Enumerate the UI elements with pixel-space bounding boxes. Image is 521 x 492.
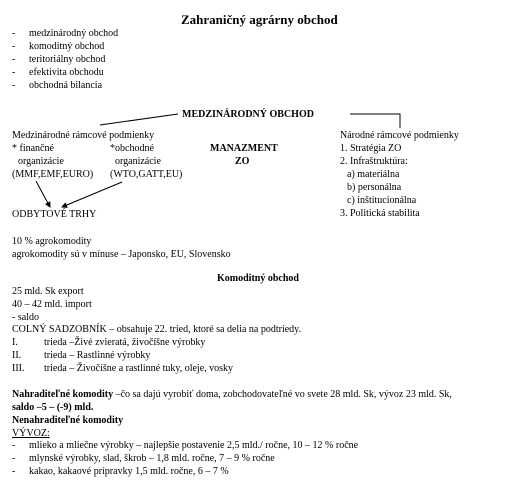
connector-left: [100, 114, 178, 125]
right-item: 2. Infraštruktúra:: [340, 156, 408, 167]
arrow-right: [62, 182, 122, 207]
right-header: Národné rámcové podmienky: [340, 130, 459, 141]
arrow-left: [36, 181, 50, 207]
left-col1-line1: * finančné: [12, 143, 54, 154]
left-col2-line2: organizácie: [115, 156, 161, 167]
nonreplaceable-heading: Nenahraditeľné komodity: [12, 415, 124, 426]
page-title: Zahraničný agrárny obchod: [181, 12, 338, 27]
left-col1-line2: organizácie: [18, 156, 64, 167]
replaceable-line: [12, 389, 452, 401]
commodity-heading: Komoditný obchod: [217, 273, 299, 284]
tariff-title: COLNÝ SADZOBNÍK: [12, 324, 107, 335]
left-col1-line3: (MMF,EMF,EURO): [12, 169, 94, 180]
left-header: Medzinárodné rámcové podmienky: [12, 130, 155, 141]
list-item: - medzinárodný obchod: [12, 28, 119, 39]
list-item: - teritoriálny obchod: [12, 54, 106, 65]
agro-line: agrokomodity sú v mínuse – Japonsko, EU, Slovensko: [12, 249, 231, 260]
tariff-desc: – obsahuje 22. tried, ktoré sa delia na podtriedy.: [106, 324, 302, 335]
right-item: c) inštitucionálna: [347, 195, 417, 206]
commodity-line: - saldo: [12, 312, 39, 323]
commodity-line: 25 mld. Sk export: [12, 286, 84, 297]
right-item: 3. Politická stabilita: [340, 208, 420, 219]
list-item: - obchodná bilancia: [12, 80, 103, 91]
list-item: - kakao, kakaové prípravky 1,5 mld. ročne, 6 – 7 %: [12, 466, 229, 477]
replaceable-title: Nahraditeľné komodity: [12, 389, 114, 400]
list-item: - efektivita obchodu: [12, 67, 104, 78]
right-item: a) materiálna: [347, 169, 400, 180]
replaceable-desc: –čo sa dajú vyrobiť doma, zobchodovateľné vo svete 28 mld. Sk, vývoz 23 mld. Sk,: [113, 389, 452, 400]
right-item: b) personálna: [347, 182, 402, 193]
tariff-line: [12, 324, 301, 336]
connector-right: [350, 114, 400, 128]
target-markets: ODBYTOVÉ TRHY: [12, 209, 97, 220]
class-row: I. trieda –Živé zvieratá, živočíšne výrobky: [12, 337, 206, 348]
management-label-zo: ZO: [235, 156, 250, 167]
management-label: MANAZMENT: [210, 143, 278, 154]
commodity-line: 40 – 42 mld. import: [12, 299, 92, 310]
agro-line: 10 % agrokomodity: [12, 236, 92, 247]
class-row: III. trieda – Živočíšne a rastlinné tuky, oleje, vosky: [12, 363, 234, 374]
left-col2-line1: *obchodné: [110, 143, 154, 154]
export-label: VÝVOZ:: [12, 428, 50, 439]
list-item: - mlynské výrobky, slad, škrob – 1,8 mld. ročne, 7 – 9 % ročne: [12, 453, 275, 464]
list-item: - komoditný obchod: [12, 41, 105, 52]
diagram-center-label: MEDZINÁRODNÝ OBCHOD: [182, 109, 314, 120]
right-item: 1. Stratégia ZO: [340, 143, 402, 154]
class-row: II. trieda – Rastlinné výrobky: [12, 350, 151, 361]
left-col2-line3: (WTO,GATT,EU): [110, 169, 183, 180]
replaceable-saldo: saldo –5 – (-9) mld.: [12, 402, 94, 413]
list-item: - mlieko a mliečne výrobky – najlepšie postavenie 2,5 mld./ ročne, 10 – 12 % ročne: [12, 440, 359, 451]
